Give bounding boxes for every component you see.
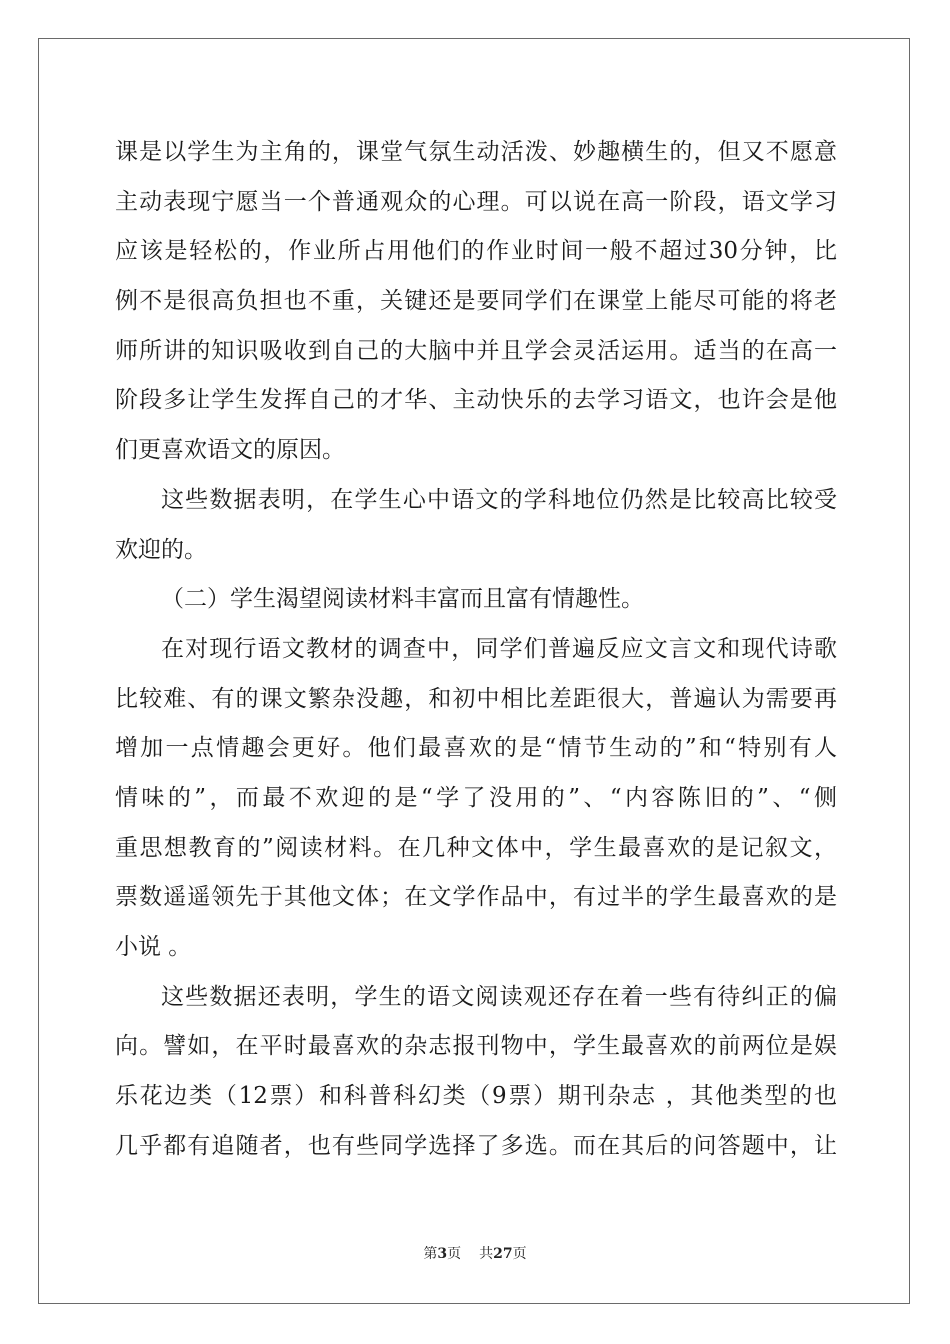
document-body bbox=[115, 128, 837, 1171]
text-line: 增加一点情趣会更好。他们最喜欢的是“情节生动的”和“特别有人 bbox=[115, 735, 837, 762]
text-line: 师所讲的知识吸收到自己的大脑中并且学会灵活运用。适当的在高一 bbox=[115, 337, 837, 364]
footer-page-suffix: 页 bbox=[447, 1246, 462, 1262]
text-line: 票数遥遥领先于其他文体；在文学作品中，有过半的学生最喜欢的是 bbox=[115, 884, 837, 911]
text-line: 情味的”，而最不欢迎的是“学了没用的”、“内容陈旧的”、“侧 bbox=[115, 784, 837, 811]
text-line: 比较难、有的课文繁杂没趣，和初中相比差距很大，普遍认为需要再 bbox=[115, 685, 837, 712]
footer-total-suffix: 页 bbox=[512, 1246, 527, 1262]
text-line: 应该是轻松的，作业所占用他们的作业时间一般不超过30分钟，比 bbox=[115, 238, 837, 265]
text-line: 例不是很高负担也不重，关键还是要同学们在课堂上能尽可能的将老 bbox=[115, 288, 837, 315]
footer-total-prefix: 共 bbox=[479, 1246, 494, 1262]
text-line: 这些数据还表明，学生的语文阅读观还存在着一些有待纠正的偏 bbox=[161, 983, 837, 1010]
text-line: 们更喜欢语文的原因。 bbox=[115, 437, 345, 464]
text-line: 重思想教育的”阅读材料。在几种文体中，学生最喜欢的是记叙文， bbox=[115, 834, 837, 861]
text-line: 几乎都有追随者，也有些同学选择了多选。而在其后的问答题中，让 bbox=[115, 1132, 837, 1159]
footer-current-page: 3 bbox=[437, 1246, 448, 1262]
text-line: 阶段多让学生发挥自己的才华、主动快乐的去学习语文，也许会是他 bbox=[115, 387, 837, 414]
text-line: 主动表现宁愿当一个普通观众的心理。可以说在高一阶段，语文学习 bbox=[115, 188, 837, 215]
text-line: 小说 。 bbox=[115, 934, 192, 960]
text-line: 乐花边类（12票）和科普科幻类（9票）期刊杂志 ，其他类型的也 bbox=[115, 1083, 837, 1110]
text-line: （二）学生渴望阅读材料丰富而且富有情趣性。 bbox=[161, 586, 644, 613]
text-line: 欢迎的。 bbox=[115, 536, 207, 563]
text-line: 向。譬如，在平时最喜欢的杂志报刊物中，学生最喜欢的前两位是娱 bbox=[115, 1033, 837, 1060]
text-line: 在对现行语文教材的调查中，同学们普遍反应文言文和现代诗歌 bbox=[161, 635, 837, 662]
text-line: 课是以学生为主角的，课堂气氛生动活泼、妙趣横生的，但又不愿意 bbox=[115, 139, 837, 165]
page-footer bbox=[0, 1243, 950, 1263]
footer-page-prefix: 第 bbox=[423, 1246, 438, 1262]
text-line: 这些数据表明，在学生心中语文的学科地位仍然是比较高比较受 bbox=[161, 486, 837, 513]
footer-total-pages: 27 bbox=[493, 1246, 513, 1262]
